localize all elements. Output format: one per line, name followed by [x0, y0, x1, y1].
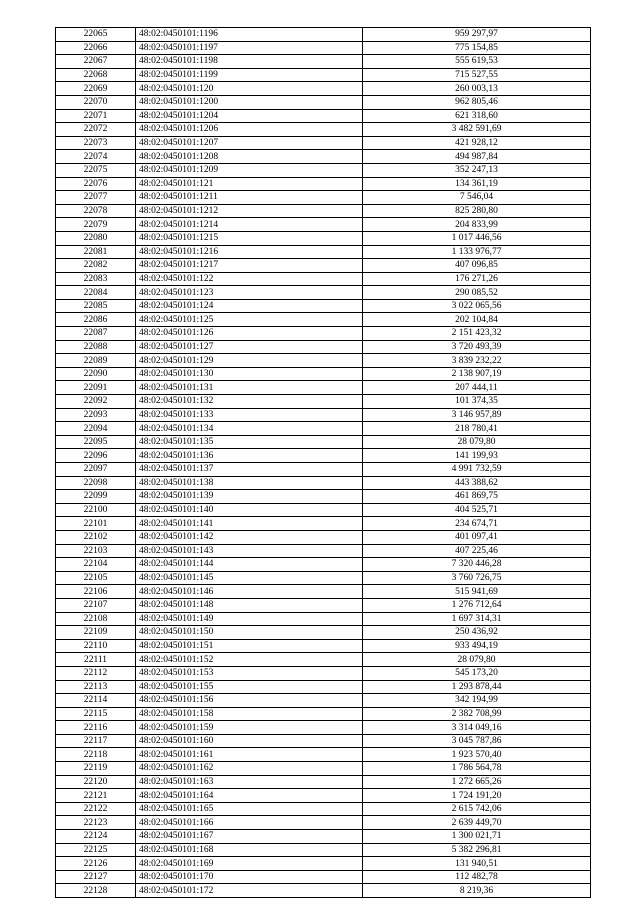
cadastral-value-cell: 131 940,51: [363, 857, 591, 871]
cadastral-value-cell: 2 151 423,32: [363, 327, 591, 341]
row-number-cell: 22122: [56, 802, 136, 816]
table-row: [56, 517, 591, 531]
cadastral-value-cell: 260 003,13: [363, 82, 591, 96]
table-row: [56, 870, 591, 884]
cadastral-number-cell: 48:02:0450101:1216: [136, 245, 363, 259]
cadastral-number-cell: 48:02:0450101:121: [136, 177, 363, 191]
table-row: [56, 163, 591, 177]
cadastral-value-cell: 8 219,36: [363, 884, 591, 898]
row-number-cell: 22093: [56, 408, 136, 422]
cadastral-value-cell: 1 786 564,78: [363, 762, 591, 776]
table-row: [56, 435, 591, 449]
table-row: [56, 843, 591, 857]
cadastral-value-cell: 202 104,84: [363, 313, 591, 327]
cadastral-number-cell: 48:02:0450101:163: [136, 775, 363, 789]
table-row: [56, 530, 591, 544]
cadastral-number-cell: 48:02:0450101:1200: [136, 95, 363, 109]
row-number-cell: 22084: [56, 286, 136, 300]
table-row: [56, 218, 591, 232]
cadastral-number-cell: 48:02:0450101:152: [136, 653, 363, 667]
row-number-cell: 22082: [56, 259, 136, 273]
row-number-cell: 22067: [56, 55, 136, 69]
cadastral-value-cell: 7 546,04: [363, 191, 591, 205]
table-row: [56, 857, 591, 871]
row-number-cell: 22076: [56, 177, 136, 191]
cadastral-value-cell: 4 991 732,59: [363, 463, 591, 477]
cadastral-value-cell: 7 320 446,28: [363, 558, 591, 572]
cadastral-number-cell: 48:02:0450101:137: [136, 463, 363, 477]
cadastral-value-cell: 3 146 957,89: [363, 408, 591, 422]
table-row: [56, 884, 591, 898]
row-number-cell: 22075: [56, 163, 136, 177]
cadastral-number-cell: 48:02:0450101:1211: [136, 191, 363, 205]
table-row: [56, 123, 591, 137]
cadastral-value-cell: 5 382 296,81: [363, 843, 591, 857]
row-number-cell: 22086: [56, 313, 136, 327]
table-row: [56, 612, 591, 626]
table-body: [56, 28, 591, 898]
row-number-cell: 22112: [56, 666, 136, 680]
cadastral-number-cell: 48:02:0450101:166: [136, 816, 363, 830]
table-row: [56, 544, 591, 558]
row-number-cell: 22121: [56, 789, 136, 803]
cadastral-value-cell: 494 987,84: [363, 150, 591, 164]
table-row: [56, 150, 591, 164]
table-row: [56, 789, 591, 803]
row-number-cell: 22073: [56, 136, 136, 150]
cadastral-value-cell: 407 096,85: [363, 259, 591, 273]
cadastral-value-cell: 545 173,20: [363, 666, 591, 680]
cadastral-value-cell: 250 436,92: [363, 626, 591, 640]
row-number-cell: 22115: [56, 707, 136, 721]
table-row: [56, 231, 591, 245]
table-row: [56, 55, 591, 69]
row-number-cell: 22092: [56, 395, 136, 409]
cadastral-number-cell: 48:02:0450101:1206: [136, 123, 363, 137]
cadastral-number-cell: 48:02:0450101:150: [136, 626, 363, 640]
table-row: [56, 748, 591, 762]
cadastral-value-cell: 1 276 712,64: [363, 598, 591, 612]
row-number-cell: 22111: [56, 653, 136, 667]
table-row: [56, 802, 591, 816]
cadastral-value-cell: 3 760 726,75: [363, 571, 591, 585]
cadastral-value-cell: 443 388,62: [363, 476, 591, 490]
table-row: [56, 449, 591, 463]
row-number-cell: 22071: [56, 109, 136, 123]
row-number-cell: 22095: [56, 435, 136, 449]
row-number-cell: 22118: [56, 748, 136, 762]
cadastral-number-cell: 48:02:0450101:151: [136, 639, 363, 653]
cadastral-number-cell: 48:02:0450101:1217: [136, 259, 363, 273]
row-number-cell: 22110: [56, 639, 136, 653]
row-number-cell: 22085: [56, 299, 136, 313]
cadastral-number-cell: 48:02:0450101:1212: [136, 204, 363, 218]
table-row: [56, 204, 591, 218]
cadastral-number-cell: 48:02:0450101:138: [136, 476, 363, 490]
row-number-cell: 22106: [56, 585, 136, 599]
cadastral-value-cell: 1 923 570,40: [363, 748, 591, 762]
cadastral-number-cell: 48:02:0450101:1197: [136, 41, 363, 55]
cadastral-value-cell: 715 527,55: [363, 68, 591, 82]
cadastral-value-cell: 775 154,85: [363, 41, 591, 55]
cadastral-number-cell: 48:02:0450101:140: [136, 503, 363, 517]
cadastral-value-cell: 112 482,78: [363, 870, 591, 884]
table-row: [56, 41, 591, 55]
cadastral-value-cell: 3 839 232,22: [363, 354, 591, 368]
table-row: [56, 313, 591, 327]
table-row: [56, 340, 591, 354]
table-row: [56, 259, 591, 273]
row-number-cell: 22079: [56, 218, 136, 232]
table-row: [56, 721, 591, 735]
cadastral-value-cell: 461 869,75: [363, 490, 591, 504]
cadastral-value-cell: 555 619,53: [363, 55, 591, 69]
table-row: [56, 463, 591, 477]
row-number-cell: 22069: [56, 82, 136, 96]
cadastral-value-cell: 28 079,80: [363, 435, 591, 449]
cadastral-value-cell: 825 280,80: [363, 204, 591, 218]
cadastral-value-cell: 2 615 742,06: [363, 802, 591, 816]
row-number-cell: 22101: [56, 517, 136, 531]
cadastral-number-cell: 48:02:0450101:130: [136, 367, 363, 381]
table-row: [56, 680, 591, 694]
table-row: [56, 734, 591, 748]
row-number-cell: 22070: [56, 95, 136, 109]
table-row: [56, 626, 591, 640]
table-row: [56, 653, 591, 667]
cadastral-number-cell: 48:02:0450101:164: [136, 789, 363, 803]
table-row: [56, 109, 591, 123]
table-row: [56, 694, 591, 708]
row-number-cell: 22104: [56, 558, 136, 572]
row-number-cell: 22102: [56, 530, 136, 544]
table-row: [56, 28, 591, 42]
cadastral-value-cell: 28 079,80: [363, 653, 591, 667]
table-row: [56, 585, 591, 599]
cadastral-number-cell: 48:02:0450101:153: [136, 666, 363, 680]
row-number-cell: 22080: [56, 231, 136, 245]
cadastral-value-cell: 2 382 708,99: [363, 707, 591, 721]
row-number-cell: 22096: [56, 449, 136, 463]
row-number-cell: 22125: [56, 843, 136, 857]
table-row: [56, 558, 591, 572]
table-row: [56, 82, 591, 96]
cadastral-value-cell: 3 314 049,16: [363, 721, 591, 735]
cadastral-value-cell: 404 525,71: [363, 503, 591, 517]
cadastral-number-cell: 48:02:0450101:159: [136, 721, 363, 735]
row-number-cell: 22099: [56, 490, 136, 504]
cadastral-value-cell: 3 045 787,86: [363, 734, 591, 748]
table-row: [56, 666, 591, 680]
cadastral-number-cell: 48:02:0450101:158: [136, 707, 363, 721]
row-number-cell: 22116: [56, 721, 136, 735]
cadastral-number-cell: 48:02:0450101:142: [136, 530, 363, 544]
row-number-cell: 22105: [56, 571, 136, 585]
cadastral-number-cell: 48:02:0450101:129: [136, 354, 363, 368]
cadastral-number-cell: 48:02:0450101:141: [136, 517, 363, 531]
cadastral-number-cell: 48:02:0450101:168: [136, 843, 363, 857]
cadastral-number-cell: 48:02:0450101:124: [136, 299, 363, 313]
cadastral-value-cell: 2 138 907,19: [363, 367, 591, 381]
row-number-cell: 22123: [56, 816, 136, 830]
cadastral-value-cell: 401 097,41: [363, 530, 591, 544]
cadastral-number-cell: 48:02:0450101:1204: [136, 109, 363, 123]
row-number-cell: 22117: [56, 734, 136, 748]
cadastral-value-cell: 421 928,12: [363, 136, 591, 150]
row-number-cell: 22100: [56, 503, 136, 517]
row-number-cell: 22094: [56, 422, 136, 436]
table-row: [56, 639, 591, 653]
table-row: [56, 598, 591, 612]
row-number-cell: 22113: [56, 680, 136, 694]
row-number-cell: 22124: [56, 830, 136, 844]
cadastral-number-cell: 48:02:0450101:146: [136, 585, 363, 599]
cadastral-number-cell: 48:02:0450101:1196: [136, 28, 363, 42]
table-row: [56, 830, 591, 844]
cadastral-number-cell: 48:02:0450101:143: [136, 544, 363, 558]
cadastral-number-cell: 48:02:0450101:1209: [136, 163, 363, 177]
cadastral-number-cell: 48:02:0450101:156: [136, 694, 363, 708]
cadastral-value-cell: 207 444,11: [363, 381, 591, 395]
cadastral-number-cell: 48:02:0450101:1208: [136, 150, 363, 164]
row-number-cell: 22119: [56, 762, 136, 776]
row-number-cell: 22078: [56, 204, 136, 218]
cadastral-number-cell: 48:02:0450101:139: [136, 490, 363, 504]
row-number-cell: 22128: [56, 884, 136, 898]
row-number-cell: 22114: [56, 694, 136, 708]
cadastral-number-cell: 48:02:0450101:135: [136, 435, 363, 449]
cadastral-number-cell: 48:02:0450101:133: [136, 408, 363, 422]
table-row: [56, 422, 591, 436]
cadastral-number-cell: 48:02:0450101:134: [136, 422, 363, 436]
cadastral-value-cell: 1 300 021,71: [363, 830, 591, 844]
cadastral-number-cell: 48:02:0450101:1198: [136, 55, 363, 69]
cadastral-value-cell: 176 271,26: [363, 272, 591, 286]
cadastral-number-cell: 48:02:0450101:165: [136, 802, 363, 816]
row-number-cell: 22126: [56, 857, 136, 871]
table-row: [56, 136, 591, 150]
cadastral-number-cell: 48:02:0450101:136: [136, 449, 363, 463]
table-row: [56, 476, 591, 490]
cadastral-number-cell: 48:02:0450101:126: [136, 327, 363, 341]
cadastral-value-cell: 1 724 191,20: [363, 789, 591, 803]
cadastral-value-cell: 1 697 314,31: [363, 612, 591, 626]
row-number-cell: 22107: [56, 598, 136, 612]
cadastral-number-cell: 48:02:0450101:127: [136, 340, 363, 354]
cadastral-value-cell: 342 194,99: [363, 694, 591, 708]
table-row: [56, 327, 591, 341]
cadastral-value-cell: 204 833,99: [363, 218, 591, 232]
cadastral-number-cell: 48:02:0450101:122: [136, 272, 363, 286]
row-number-cell: 22097: [56, 463, 136, 477]
cadastral-value-cell: 101 374,35: [363, 395, 591, 409]
row-number-cell: 22074: [56, 150, 136, 164]
table-row: [56, 490, 591, 504]
cadastral-number-cell: 48:02:0450101:149: [136, 612, 363, 626]
table-row: [56, 408, 591, 422]
row-number-cell: 22088: [56, 340, 136, 354]
table-row: [56, 286, 591, 300]
table-row: [56, 707, 591, 721]
table-row: [56, 775, 591, 789]
row-number-cell: 22109: [56, 626, 136, 640]
cadastral-number-cell: 48:02:0450101:161: [136, 748, 363, 762]
table-row: [56, 503, 591, 517]
cadastral-value-cell: 1 272 665,26: [363, 775, 591, 789]
table-row: [56, 381, 591, 395]
table-row: [56, 299, 591, 313]
cadastral-value-cell: 3 022 065,56: [363, 299, 591, 313]
table-row: [56, 816, 591, 830]
cadastral-value-cell: 1 133 976,77: [363, 245, 591, 259]
row-number-cell: 22090: [56, 367, 136, 381]
cadastral-number-cell: 48:02:0450101:160: [136, 734, 363, 748]
row-number-cell: 22072: [56, 123, 136, 137]
cadastral-value-cell: 1 293 878,44: [363, 680, 591, 694]
cadastral-number-cell: 48:02:0450101:148: [136, 598, 363, 612]
row-number-cell: 22108: [56, 612, 136, 626]
cadastral-number-cell: 48:02:0450101:120: [136, 82, 363, 96]
cadastral-value-cell: 1 017 446,56: [363, 231, 591, 245]
cadastral-number-cell: 48:02:0450101:1215: [136, 231, 363, 245]
row-number-cell: 22127: [56, 870, 136, 884]
cadastral-value-cell: 2 639 449,70: [363, 816, 591, 830]
table-row: [56, 354, 591, 368]
table-row: [56, 177, 591, 191]
cadastral-value-cell: 290 085,52: [363, 286, 591, 300]
table-row: [56, 571, 591, 585]
row-number-cell: 22065: [56, 28, 136, 42]
row-number-cell: 22098: [56, 476, 136, 490]
cadastral-number-cell: 48:02:0450101:170: [136, 870, 363, 884]
row-number-cell: 22083: [56, 272, 136, 286]
cadastral-number-cell: 48:02:0450101:1199: [136, 68, 363, 82]
cadastral-number-cell: 48:02:0450101:145: [136, 571, 363, 585]
table-row: [56, 367, 591, 381]
cadastral-value-cell: 962 805,46: [363, 95, 591, 109]
table-row: [56, 68, 591, 82]
row-number-cell: 22068: [56, 68, 136, 82]
cadastral-value-cell: 234 674,71: [363, 517, 591, 531]
table-row: [56, 395, 591, 409]
cadastral-value-cell: 515 941,69: [363, 585, 591, 599]
cadastral-number-cell: 48:02:0450101:132: [136, 395, 363, 409]
cadastral-number-cell: 48:02:0450101:131: [136, 381, 363, 395]
row-number-cell: 22066: [56, 41, 136, 55]
cadastral-number-cell: 48:02:0450101:155: [136, 680, 363, 694]
cadastral-number-cell: 48:02:0450101:162: [136, 762, 363, 776]
cadastral-value-cell: 3 482 591,69: [363, 123, 591, 137]
row-number-cell: 22077: [56, 191, 136, 205]
cadastral-value-cell: 218 780,41: [363, 422, 591, 436]
cadastral-value-cell: 407 225,46: [363, 544, 591, 558]
cadastral-value-table: [55, 27, 591, 898]
row-number-cell: 22089: [56, 354, 136, 368]
cadastral-number-cell: 48:02:0450101:123: [136, 286, 363, 300]
cadastral-value-cell: 933 494,19: [363, 639, 591, 653]
table-row: [56, 245, 591, 259]
row-number-cell: 22087: [56, 327, 136, 341]
cadastral-number-cell: 48:02:0450101:144: [136, 558, 363, 572]
cadastral-number-cell: 48:02:0450101:169: [136, 857, 363, 871]
row-number-cell: 22091: [56, 381, 136, 395]
cadastral-value-cell: 141 199,93: [363, 449, 591, 463]
table-row: [56, 272, 591, 286]
table-row: [56, 191, 591, 205]
cadastral-value-cell: 959 297,97: [363, 28, 591, 42]
cadastral-number-cell: 48:02:0450101:1214: [136, 218, 363, 232]
cadastral-value-cell: 134 361,19: [363, 177, 591, 191]
cadastral-number-cell: 48:02:0450101:167: [136, 830, 363, 844]
table-row: [56, 95, 591, 109]
table-row: [56, 762, 591, 776]
row-number-cell: 22081: [56, 245, 136, 259]
row-number-cell: 22120: [56, 775, 136, 789]
cadastral-number-cell: 48:02:0450101:125: [136, 313, 363, 327]
cadastral-number-cell: 48:02:0450101:172: [136, 884, 363, 898]
row-number-cell: 22103: [56, 544, 136, 558]
cadastral-value-cell: 352 247,13: [363, 163, 591, 177]
cadastral-number-cell: 48:02:0450101:1207: [136, 136, 363, 150]
cadastral-value-cell: 621 318,60: [363, 109, 591, 123]
cadastral-value-cell: 3 720 493,39: [363, 340, 591, 354]
